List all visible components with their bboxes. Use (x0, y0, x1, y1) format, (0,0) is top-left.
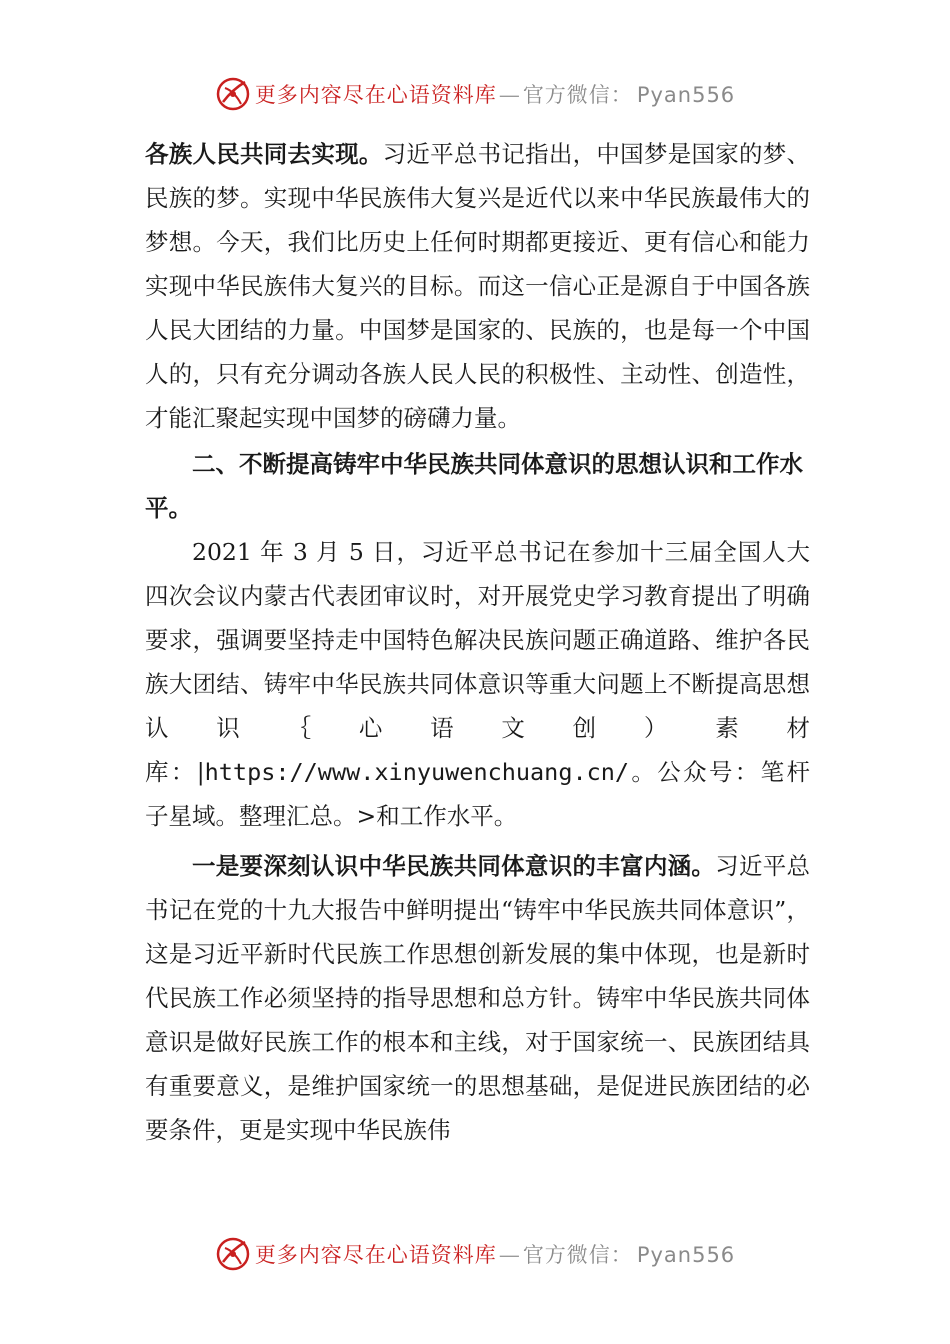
paragraph-3-text: 习近平总书记在党的十九大报告中鲜明提出“铸牢中华民族共同体意识”，这是习近平新时代民族工作思想创新发展的集中体现，也是新时代民族工作必须坚持的指导思想和总方针。铸牢中华民族共同体意识是做好民族工作的根本和主线，对于国家统一、民族团结具有重要意义，是维护国家统一的思想基础，是促进民族团结的必要条件，更是实现中华民族伟 (145, 852, 811, 1144)
watermark-text: 更多内容尽在心语资料库—官方微信： Pyan556 (254, 83, 736, 107)
paragraph-2 (145, 530, 810, 838)
header-watermark (0, 74, 950, 114)
section-heading-2: 二、不断提高铸牢中华民族共同体意识的思想认识和工作水平。 (145, 450, 803, 522)
paragraph-3 (145, 844, 810, 1152)
paragraph-2-text: 2021 年 3 月 5 日，习近平总书记在参加十三届全国人大四次会议内蒙古代表团审议时，对开展党史学习教育提出了明确要求，强调要坚持走中国特色解决民族问题正确道路、维护各民族大团结、铸牢中华民族共同体意识等重大问题上不断提高思想认识｛心语文创）素材库：| (145, 538, 810, 786)
document-body (145, 132, 810, 1152)
paragraph-1-text: 习近平总书记指出，中国梦是国家的梦、民族的梦。实现中华民族伟大复兴是近代以来中华民族最伟大的梦想。今天，我们比历史上任何时期都更接近、更有信心和能力实现中华民族伟大复兴的目标。而这一信心正是源自于中国各族人民大团结的力量。中国梦是国家的、民族的，也是每一个中国人的，只有充分调动各族人民人民的积极性、主动性、创造性，才能汇聚起实现中国梦的磅礴力量。 (145, 140, 811, 432)
paragraph-1 (145, 132, 810, 440)
paragraph-3-lead: 一是要深刻认识中华民族共同体意识的丰富内涵。 (192, 852, 716, 880)
watermark-text: 更多内容尽在心语资料库—官方微信： Pyan556 (254, 1243, 736, 1267)
paragraph-1-lead: 各族人民共同去实现。 (145, 140, 383, 168)
footer-watermark (0, 1234, 950, 1274)
paragraph-2-tail: 整理汇总。>和工作水平。 (239, 802, 518, 830)
logo-icon (215, 1236, 251, 1272)
source-url: https://www.xinyuwenchuang.cn/。公众号：笔杆子星域。 (145, 758, 811, 830)
logo-icon (215, 76, 251, 112)
